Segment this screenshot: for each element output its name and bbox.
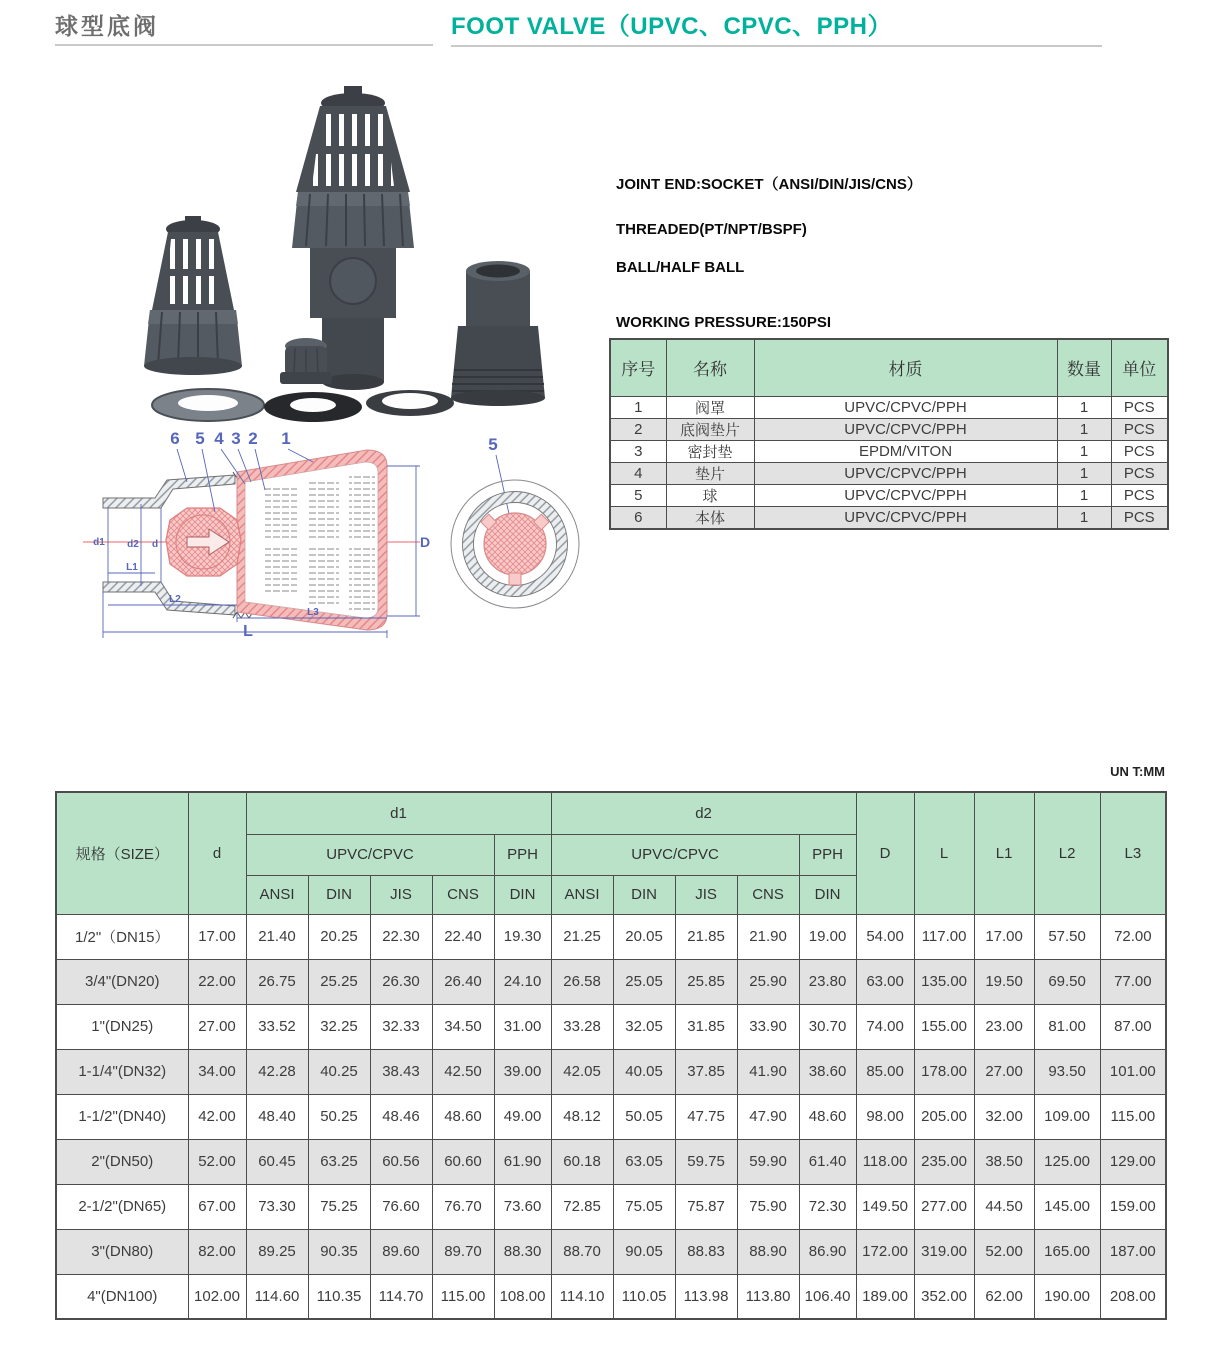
- dim-cell: 88.83: [675, 1229, 737, 1274]
- dim-cell: 49.00: [494, 1094, 551, 1139]
- dims-header-row-1: [56, 792, 1166, 834]
- dim-cell: 33.52: [246, 1004, 308, 1049]
- dim-cell: 57.50: [1034, 914, 1100, 959]
- dim-cell: 33.90: [737, 1004, 799, 1049]
- dim-cell: 52.00: [974, 1229, 1034, 1274]
- dim-cell: 21.40: [246, 914, 308, 959]
- dim-cell: 24.10: [494, 959, 551, 1004]
- col-d2-pph: PPH: [799, 834, 856, 875]
- photo-gaskets: [152, 389, 454, 422]
- dim-cell: 19.50: [974, 959, 1034, 1004]
- dims-row: [56, 1094, 1166, 1139]
- dim-cell: 208.00: [1100, 1274, 1166, 1319]
- parts-col-qty: 数量: [1057, 339, 1111, 396]
- dim-cell: 86.90: [799, 1229, 856, 1274]
- dim-cell: 115.00: [1100, 1094, 1166, 1139]
- parts-header-row: [610, 339, 1168, 396]
- dim-cell: 88.30: [494, 1229, 551, 1274]
- dims-row: [56, 1229, 1166, 1274]
- dim-cell: 93.50: [1034, 1049, 1100, 1094]
- dim-cell: 165.00: [1034, 1229, 1100, 1274]
- parts-col-material: 材质: [754, 339, 1057, 396]
- parts-cell: 1: [1057, 396, 1111, 418]
- dim-cell: 17.00: [974, 914, 1034, 959]
- dim-cell: 159.00: [1100, 1184, 1166, 1229]
- dim-cell: 102.00: [188, 1274, 246, 1319]
- parts-cell: 6: [610, 506, 666, 529]
- dimension-table: [55, 791, 1167, 1320]
- dim-cell: 352.00: [914, 1274, 974, 1319]
- dim-cell: 50.25: [308, 1094, 370, 1139]
- parts-row: [610, 506, 1168, 529]
- dim-cell: 89.25: [246, 1229, 308, 1274]
- spec-list: [616, 176, 1176, 332]
- col-d2-din: DIN: [613, 875, 675, 914]
- dim-L1: L1: [126, 562, 138, 573]
- dim-cell: 73.60: [494, 1184, 551, 1229]
- dim-cell: 115.00: [432, 1274, 494, 1319]
- dim-L2: L2: [169, 594, 181, 605]
- dim-cell: 69.50: [1034, 959, 1100, 1004]
- dim-cell: 189.00: [856, 1274, 914, 1319]
- dim-cell: 98.00: [856, 1094, 914, 1139]
- dim-D: D: [419, 534, 431, 550]
- col-d1-ansi: ANSI: [246, 875, 308, 914]
- callout-5-side: 5: [488, 435, 498, 454]
- dim-cell: 32.33: [370, 1004, 432, 1049]
- col-L3: L3: [1100, 792, 1166, 914]
- dim-cell: 88.70: [551, 1229, 613, 1274]
- dim-cell: 38.50: [974, 1139, 1034, 1184]
- dim-cell: 82.00: [188, 1229, 246, 1274]
- dim-d2: d2: [127, 539, 139, 550]
- col-D: D: [856, 792, 914, 914]
- size-cell: 1-1/2"(DN40): [56, 1094, 188, 1139]
- col-d2-cns: CNS: [737, 875, 799, 914]
- dim-cell: 17.00: [188, 914, 246, 959]
- dims-table-body: [56, 914, 1166, 1319]
- dim-cell: 72.85: [551, 1184, 613, 1229]
- dim-cell: 77.00: [1100, 959, 1166, 1004]
- dim-cell: 59.90: [737, 1139, 799, 1184]
- parts-cell: PCS: [1111, 484, 1168, 506]
- dim-cell: 63.25: [308, 1139, 370, 1184]
- dim-cell: 39.00: [494, 1049, 551, 1094]
- col-d1-jis: JIS: [370, 875, 432, 914]
- dim-cell: 26.75: [246, 959, 308, 1004]
- dim-cell: 63.00: [856, 959, 914, 1004]
- dim-cell: 277.00: [914, 1184, 974, 1229]
- header-rule-left: [55, 44, 433, 46]
- dim-cell: 205.00: [914, 1094, 974, 1139]
- dim-cell: 90.35: [308, 1229, 370, 1274]
- dim-cell: 113.80: [737, 1274, 799, 1319]
- parts-row: [610, 462, 1168, 484]
- parts-col-no: 序号: [610, 339, 666, 396]
- dim-cell: 75.90: [737, 1184, 799, 1229]
- dim-cell: 90.05: [613, 1229, 675, 1274]
- dim-cell: 235.00: [914, 1139, 974, 1184]
- parts-cell: 球: [666, 484, 754, 506]
- dim-cell: 62.00: [974, 1274, 1034, 1319]
- dims-row: [56, 1049, 1166, 1094]
- dim-cell: 75.05: [613, 1184, 675, 1229]
- dim-cell: 23.80: [799, 959, 856, 1004]
- dim-cell: 44.50: [974, 1184, 1034, 1229]
- dim-cell: 52.00: [188, 1139, 246, 1184]
- callout-4: 4: [214, 429, 224, 448]
- parts-cell: PCS: [1111, 462, 1168, 484]
- parts-cell: EPDM/VITON: [754, 440, 1057, 462]
- dim-cell: 101.00: [1100, 1049, 1166, 1094]
- photo-small-foot-valve: [144, 216, 242, 375]
- dims-row: [56, 1139, 1166, 1184]
- dim-cell: 25.25: [308, 959, 370, 1004]
- dim-cell: 135.00: [914, 959, 974, 1004]
- dim-cell: 40.25: [308, 1049, 370, 1094]
- dim-cell: 145.00: [1034, 1184, 1100, 1229]
- dim-cell: 172.00: [856, 1229, 914, 1274]
- spec-threaded: THREADED(PT/NPT/BSPF): [616, 221, 807, 238]
- dim-cell: 38.60: [799, 1049, 856, 1094]
- dim-cell: 25.85: [675, 959, 737, 1004]
- parts-cell: UPVC/CPVC/PPH: [754, 396, 1057, 418]
- dim-cell: 21.25: [551, 914, 613, 959]
- dim-cell: 76.70: [432, 1184, 494, 1229]
- dim-cell: 76.60: [370, 1184, 432, 1229]
- dim-cell: 72.30: [799, 1184, 856, 1229]
- size-cell: 1-1/4"(DN32): [56, 1049, 188, 1094]
- dim-cell: 20.25: [308, 914, 370, 959]
- dim-cell: 34.50: [432, 1004, 494, 1049]
- dim-cell: 73.30: [246, 1184, 308, 1229]
- dim-cell: 129.00: [1100, 1139, 1166, 1184]
- dim-cell: 32.25: [308, 1004, 370, 1049]
- dim-cell: 113.98: [675, 1274, 737, 1319]
- dim-cell: 48.12: [551, 1094, 613, 1139]
- spec-joint-end: JOINT END:SOCKET（ANSI/DIN/JIS/CNS）: [616, 176, 922, 193]
- col-L2: L2: [1034, 792, 1100, 914]
- dim-cell: 20.05: [613, 914, 675, 959]
- dim-cell: 42.50: [432, 1049, 494, 1094]
- parts-cell: PCS: [1111, 440, 1168, 462]
- parts-row: [610, 484, 1168, 506]
- dim-cell: 41.90: [737, 1049, 799, 1094]
- dim-cell: 125.00: [1034, 1139, 1100, 1184]
- parts-cell: 1: [1057, 440, 1111, 462]
- col-d1-pph: PPH: [494, 834, 551, 875]
- col-d1-din: DIN: [308, 875, 370, 914]
- dim-cell: 48.60: [799, 1094, 856, 1139]
- dim-cell: 19.00: [799, 914, 856, 959]
- parts-col-unit: 单位: [1111, 339, 1168, 396]
- dim-cell: 61.40: [799, 1139, 856, 1184]
- dim-cell: 31.85: [675, 1004, 737, 1049]
- parts-cell: UPVC/CPVC/PPH: [754, 506, 1057, 529]
- parts-cell: 5: [610, 484, 666, 506]
- dims-row: [56, 914, 1166, 959]
- dim-cell: 26.40: [432, 959, 494, 1004]
- size-cell: 3/4"(DN20): [56, 959, 188, 1004]
- dim-cell: 60.45: [246, 1139, 308, 1184]
- dims-row: [56, 1274, 1166, 1319]
- parts-cell: 垫片: [666, 462, 754, 484]
- col-d1-cns: CNS: [432, 875, 494, 914]
- dim-cell: 42.28: [246, 1049, 308, 1094]
- size-cell: 2-1/2"(DN65): [56, 1184, 188, 1229]
- dim-cell: 118.00: [856, 1139, 914, 1184]
- dim-cell: 114.60: [246, 1274, 308, 1319]
- end-view: [451, 480, 579, 608]
- parts-cell: 1: [1057, 484, 1111, 506]
- dim-L3: L3: [307, 607, 319, 618]
- dim-cell: 50.05: [613, 1094, 675, 1139]
- dim-cell: 89.60: [370, 1229, 432, 1274]
- dim-cell: 25.05: [613, 959, 675, 1004]
- col-L: L: [914, 792, 974, 914]
- dim-cell: 72.00: [1100, 914, 1166, 959]
- dim-cell: 54.00: [856, 914, 914, 959]
- dims-row: [56, 959, 1166, 1004]
- dim-cell: 34.00: [188, 1049, 246, 1094]
- callout-5: 5: [195, 429, 205, 448]
- dims-row: [56, 1004, 1166, 1049]
- col-d2-pph-din: DIN: [799, 875, 856, 914]
- callout-6: 6: [170, 429, 180, 448]
- parts-cell: UPVC/CPVC/PPH: [754, 418, 1057, 440]
- dim-cell: 48.46: [370, 1094, 432, 1139]
- dim-cell: 109.00: [1034, 1094, 1100, 1139]
- dim-cell: 27.00: [974, 1049, 1034, 1094]
- dim-cell: 67.00: [188, 1184, 246, 1229]
- dim-cell: 40.05: [613, 1049, 675, 1094]
- dim-cell: 30.70: [799, 1004, 856, 1049]
- parts-row: [610, 418, 1168, 440]
- dim-cell: 59.75: [675, 1139, 737, 1184]
- size-cell: 1"(DN25): [56, 1004, 188, 1049]
- parts-table: [609, 338, 1169, 530]
- dim-cell: 114.70: [370, 1274, 432, 1319]
- dim-cell: 81.00: [1034, 1004, 1100, 1049]
- dim-cell: 88.90: [737, 1229, 799, 1274]
- parts-cell: 1: [610, 396, 666, 418]
- dim-cell: 21.85: [675, 914, 737, 959]
- spec-ball: BALL/HALF BALL: [616, 259, 745, 276]
- unit-note: UN T:MM: [1110, 764, 1165, 779]
- dim-cell: 60.60: [432, 1139, 494, 1184]
- size-cell: 1/2"（DN15）: [56, 914, 188, 959]
- dim-cell: 48.60: [432, 1094, 494, 1139]
- dim-cell: 187.00: [1100, 1229, 1166, 1274]
- parts-cell: 1: [1057, 462, 1111, 484]
- product-photo-illustration: [58, 74, 580, 422]
- parts-cell: 阀罩: [666, 396, 754, 418]
- dim-cell: 48.40: [246, 1094, 308, 1139]
- technical-drawing: [75, 420, 605, 660]
- dim-cell: 33.28: [551, 1004, 613, 1049]
- header-rule-right: [451, 45, 1102, 47]
- dim-cell: 319.00: [914, 1229, 974, 1274]
- parts-cell: 3: [610, 440, 666, 462]
- photo-socket-adapter: [451, 261, 545, 406]
- col-d1-pph-din: DIN: [494, 875, 551, 914]
- parts-cell: UPVC/CPVC/PPH: [754, 462, 1057, 484]
- parts-cell: UPVC/CPVC/PPH: [754, 484, 1057, 506]
- dim-cell: 75.87: [675, 1184, 737, 1229]
- parts-cell: PCS: [1111, 418, 1168, 440]
- col-group-d1: d1: [246, 792, 551, 834]
- dim-d1: d1: [93, 537, 105, 548]
- parts-cell: 本体: [666, 506, 754, 529]
- dim-cell: 22.30: [370, 914, 432, 959]
- col-d2-jis: JIS: [675, 875, 737, 914]
- page-title-en: FOOT VALVE（UPVC、CPVC、PPH）: [451, 13, 892, 40]
- photo-cap: [280, 338, 332, 384]
- dim-cell: 22.00: [188, 959, 246, 1004]
- dim-cell: 155.00: [914, 1004, 974, 1049]
- callout-2: 2: [248, 429, 258, 448]
- dim-cell: 19.30: [494, 914, 551, 959]
- col-L1: L1: [974, 792, 1034, 914]
- dim-cell: 106.40: [799, 1274, 856, 1319]
- dim-cell: 108.00: [494, 1274, 551, 1319]
- dim-cell: 60.18: [551, 1139, 613, 1184]
- dim-cell: 47.75: [675, 1094, 737, 1139]
- dim-cell: 110.35: [308, 1274, 370, 1319]
- dim-cell: 26.58: [551, 959, 613, 1004]
- parts-table-body: [610, 396, 1168, 529]
- dim-cell: 74.00: [856, 1004, 914, 1049]
- dim-cell: 178.00: [914, 1049, 974, 1094]
- dim-cell: 26.30: [370, 959, 432, 1004]
- col-d1-upvc-cpvc: UPVC/CPVC: [246, 834, 494, 875]
- parts-cell: PCS: [1111, 506, 1168, 529]
- col-d2-upvc-cpvc: UPVC/CPVC: [551, 834, 799, 875]
- dim-cell: 89.70: [432, 1229, 494, 1274]
- parts-row: [610, 440, 1168, 462]
- dim-cell: 37.85: [675, 1049, 737, 1094]
- dim-cell: 23.00: [974, 1004, 1034, 1049]
- parts-row: [610, 396, 1168, 418]
- dim-cell: 32.05: [613, 1004, 675, 1049]
- spec-working-pressure: WORKING PRESSURE:150PSI: [616, 314, 832, 331]
- parts-cell: 1: [1057, 418, 1111, 440]
- dim-cell: 117.00: [914, 914, 974, 959]
- dim-cell: 27.00: [188, 1004, 246, 1049]
- parts-cell: 密封垫: [666, 440, 754, 462]
- dim-cell: 85.00: [856, 1049, 914, 1094]
- parts-cell: PCS: [1111, 396, 1168, 418]
- dim-cell: 22.40: [432, 914, 494, 959]
- dim-cell: 42.00: [188, 1094, 246, 1139]
- dim-cell: 114.10: [551, 1274, 613, 1319]
- callout-1: 1: [281, 429, 291, 448]
- dims-row: [56, 1184, 1166, 1229]
- col-group-d2: d2: [551, 792, 856, 834]
- dim-cell: 31.00: [494, 1004, 551, 1049]
- dim-cell: 63.05: [613, 1139, 675, 1184]
- dim-cell: 149.50: [856, 1184, 914, 1229]
- size-cell: 4"(DN100): [56, 1274, 188, 1319]
- parts-col-name: 名称: [666, 339, 754, 396]
- callout-3: 3: [231, 429, 241, 448]
- col-size: 规格（SIZE）: [56, 792, 188, 914]
- parts-cell: 4: [610, 462, 666, 484]
- dim-cell: 61.90: [494, 1139, 551, 1184]
- dim-cell: 32.00: [974, 1094, 1034, 1139]
- dim-cell: 60.56: [370, 1139, 432, 1184]
- parts-cell: 底阀垫片: [666, 418, 754, 440]
- dim-cell: 110.05: [613, 1274, 675, 1319]
- parts-cell: 1: [1057, 506, 1111, 529]
- dim-d: d: [151, 539, 159, 550]
- col-d2-ansi: ANSI: [551, 875, 613, 914]
- dim-cell: 75.25: [308, 1184, 370, 1229]
- dim-cell: 47.90: [737, 1094, 799, 1139]
- col-d: d: [188, 792, 246, 914]
- dim-cell: 21.90: [737, 914, 799, 959]
- dim-cell: 190.00: [1034, 1274, 1100, 1319]
- page-title-zh: 球型底阀: [55, 13, 159, 39]
- parts-cell: 2: [610, 418, 666, 440]
- dim-cell: 42.05: [551, 1049, 613, 1094]
- dim-cell: 38.43: [370, 1049, 432, 1094]
- dim-cell: 25.90: [737, 959, 799, 1004]
- size-cell: 3"(DN80): [56, 1229, 188, 1274]
- size-cell: 2"(DN50): [56, 1139, 188, 1184]
- dim-L: L: [243, 623, 253, 640]
- dim-cell: 87.00: [1100, 1004, 1166, 1049]
